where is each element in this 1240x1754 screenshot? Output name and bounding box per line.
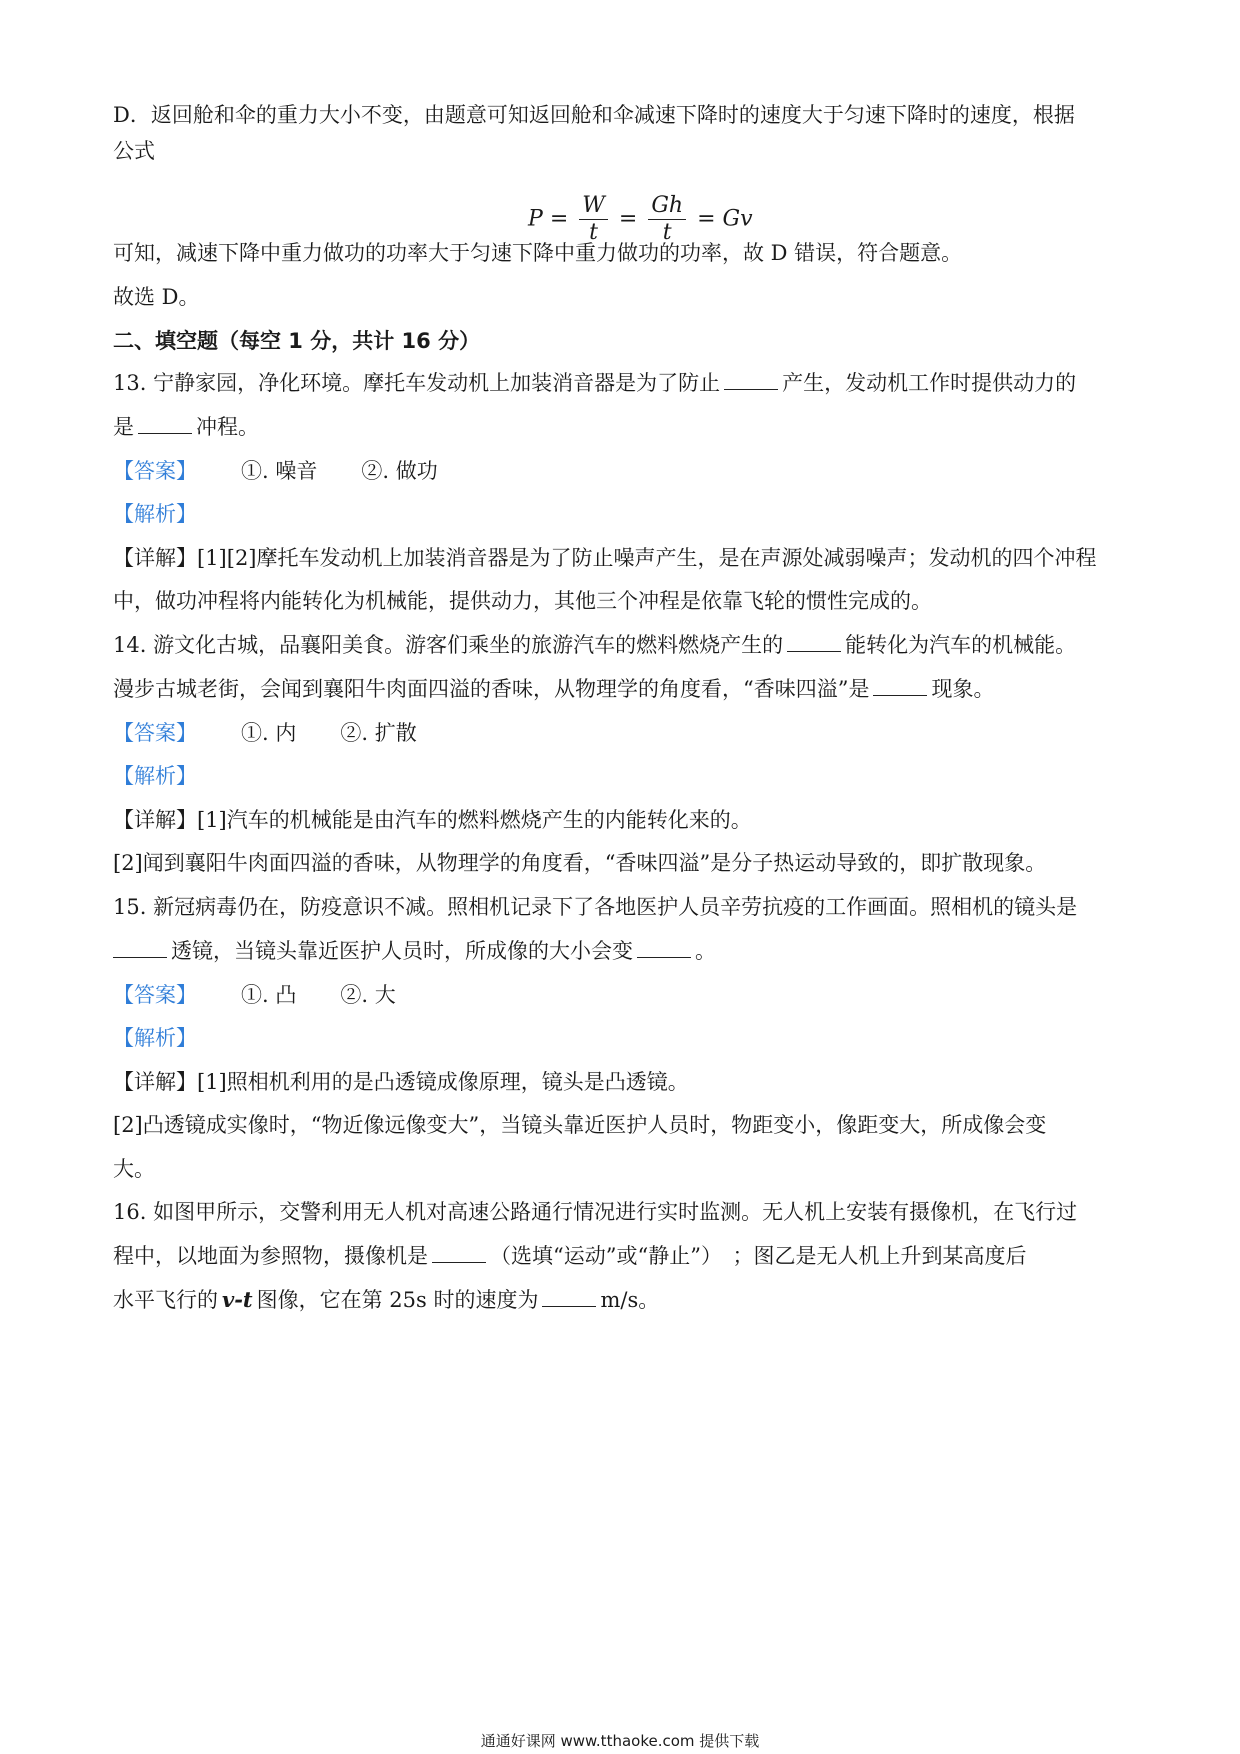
fraction-w-over-t: $\frac{W}{t}$ (579, 193, 608, 246)
answer-blank (113, 937, 167, 958)
answer-blank (138, 413, 192, 434)
detail-label: 【详解】 (113, 1070, 197, 1094)
answer-label: 【答案】 (113, 983, 197, 1007)
detail: 【详解】[1]照相机利用的是凸透镜成像原理，镜头是凸透镜。 (113, 1070, 689, 1094)
paragraph: 公式 (113, 139, 155, 163)
analysis-label: 【解析】 (113, 1026, 197, 1050)
question-15: 15. 新冠病毒仍在，防疫意识不减。照相机记录下了各地医护人员辛劳抗疫的工作画面。照相机的镜头是 (113, 895, 1078, 919)
detail: [2]凸透镜成实像时，“物近像远像变大”，当镜头靠近医护人员时，物距变小，像距变大，所成像会变 (113, 1113, 1047, 1137)
paragraph: D．返回舱和伞的重力大小不变，由题意可知返回舱和伞减速下降时的速度大于匀速下降时的速度，根据 (113, 103, 1075, 127)
detail: [2]闻到襄阳牛肉面四溢的香味，从物理学的角度看，“香味四溢”是分子热运动导致的，即扩散现象。 (113, 851, 1047, 875)
question-16: 16. 如图甲所示，交警利用无人机对高速公路通行情况进行实时监测。无人机上安装有摄像机，在飞行过 (113, 1200, 1078, 1224)
question-15-cont: 透镜，当镜头靠近医护人员时，所成像的大小会变 。 (113, 936, 716, 966)
detail-label: 【详解】 (113, 546, 197, 570)
answer-line: 【答案】 ①. 凸 ②. 大 (113, 980, 440, 1010)
paragraph: 故选 D。 (113, 285, 200, 309)
section-heading: 二、填空题（每空 1 分，共计 16 分） (113, 329, 481, 353)
detail: 大。 (113, 1157, 155, 1181)
fraction-gh-over-t: $\frac{Gh}{t}$ (648, 193, 686, 246)
power-formula: P = $\frac{W}{t}$ = $\frac{Gh}{t}$ = Gv (528, 193, 753, 245)
detail: 【详解】[1]汽车的机械能是由汽车的燃料燃烧产生的内能转化来的。 (113, 808, 752, 832)
answer-label: 【答案】 (113, 459, 197, 483)
answer-blank (542, 1286, 596, 1307)
paragraph: 可知，减速下降中重力做功的功率大于匀速下降中重力做功的功率，故 D 错误，符合题意。 (113, 241, 963, 265)
answer-blank (637, 937, 691, 958)
detail-label: 【详解】 (113, 808, 197, 832)
analysis-label: 【解析】 (113, 502, 197, 526)
question-13-cont: 是 冲程。 (113, 415, 259, 439)
analysis-label: 【解析】 (113, 764, 197, 788)
footer-watermark: 通通好课网 www.tthaoke.com 提供下载 (480, 1732, 760, 1750)
detail: 【详解】[1][2]摩托车发动机上加装消音器是为了防止噪声产生，是在声源处减弱噪声；发动机的四个冲程 (113, 546, 1097, 570)
answer-blank (873, 675, 927, 696)
answer-blank (432, 1242, 486, 1263)
question-16-cont: 程中，以地面为参照物，摄像机是 （选填“运动”或“静止”） ；图乙是无人机上升到某高度后 (113, 1244, 1027, 1268)
question-14: 14. 游文化古城，品襄阳美食。游客们乘坐的旅游汽车的燃料燃烧产生的 能转化为汽车的机械能。 (113, 633, 1077, 657)
question-14-cont: 漫步古城老街，会闻到襄阳牛肉面四溢的香味，从物理学的角度看，“香味四溢”是 现象。 (113, 677, 995, 701)
answer-label: 【答案】 (113, 721, 197, 745)
answer-blank (724, 369, 778, 390)
answer-line: 【答案】 ①. 内 ②. 扩散 (113, 718, 461, 748)
question-16-cont: 水平飞行的 v-t 图像，它在第 25s 时的速度为 m/s。 (113, 1287, 660, 1312)
detail: 中，做功冲程将内能转化为机械能，提供动力，其他三个冲程是依靠飞轮的惯性完成的。 (113, 589, 932, 613)
question-13: 13. 宁静家园，净化环境。摩托车发动机上加装消音器是为了防止 产生，发动机工作时提供动力的 (113, 371, 1077, 395)
answer-blank (787, 631, 841, 652)
answer-line: 【答案】 ①. 噪音 ②. 做功 (113, 456, 482, 486)
